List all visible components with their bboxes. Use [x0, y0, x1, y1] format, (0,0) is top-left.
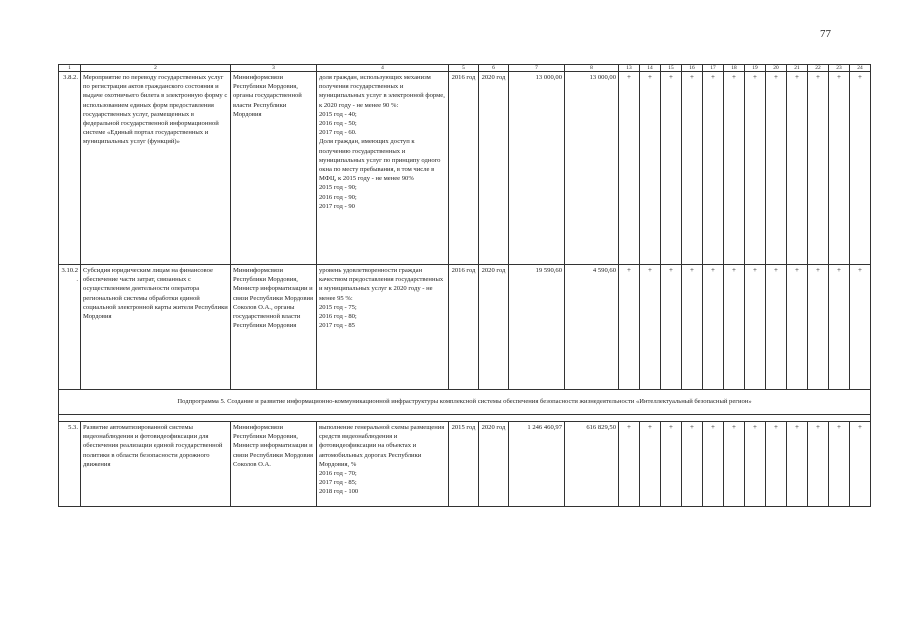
plus-mark: +	[640, 265, 661, 390]
plus-mark: +	[745, 265, 766, 390]
activity-name: Развитие автоматизированной системы видеонаблюдения и фотовидеофиксации для обеспечения реализации единой государственной политики в области безопасности дорожного движения	[81, 422, 231, 507]
indicator-line: уровень удовлетворенности граждан качеством предоставления государственных и муниципальных услуг к 2020 году - не менее 95 %:	[319, 267, 444, 302]
plus-mark: +	[682, 422, 703, 507]
page-number: 77	[820, 28, 831, 40]
plus-mark: +	[787, 265, 808, 390]
activity-name: Субсидия юридическим лицам на финансовое обеспечение части затрат, связанных с осуществлением деятельности оператора региональной системы обработки единой социальной электронной карты жителя Республики Мордовия	[81, 265, 231, 390]
indicator-line: 2015 год - 75;	[319, 303, 357, 311]
header-cell: 1	[59, 65, 81, 72]
plus-mark: +	[787, 422, 808, 507]
plus-mark: +	[850, 422, 871, 507]
indicator-line: Доля граждан, имеющих доступ к получению государственных и муниципальных услуг по принципу одного окна по месту пребывания, в том числе в МФЦ, к 2015 году - не менее 90%	[319, 138, 441, 183]
start-year: 2016 год	[449, 72, 479, 265]
plus-mark: +	[745, 72, 766, 265]
table-row	[59, 72, 871, 265]
plus-mark: +	[682, 265, 703, 390]
indicator-line: 2017 год - 85	[319, 322, 355, 330]
end-year: 2020 год	[479, 72, 509, 265]
plus-mark: +	[661, 72, 682, 265]
indicator-line: 2016 год - 70;	[319, 470, 357, 478]
header-cell: 5	[449, 65, 479, 72]
header-cell: 21	[787, 65, 808, 72]
header-row	[59, 65, 871, 72]
plus-mark: +	[829, 72, 850, 265]
indicator-line: выполнение генеральной схемы размещения средств видеонаблюдения и фотовидеофиксации на объектах и автомобильных дорогах Республики Мордовия, %	[319, 424, 445, 468]
plus-mark: +	[808, 265, 829, 390]
start-year: 2015 год	[449, 422, 479, 507]
indicator-line: 2017 год - 85;	[319, 479, 357, 487]
plus-mark: +	[766, 72, 787, 265]
spacer-cell	[59, 415, 871, 422]
table-row	[59, 265, 871, 390]
plus-mark: +	[850, 265, 871, 390]
plus-mark: +	[829, 422, 850, 507]
header-cell: 14	[640, 65, 661, 72]
plus-mark: +	[703, 265, 724, 390]
end-year: 2020 год	[479, 265, 509, 390]
plus-mark: +	[661, 422, 682, 507]
header-cell: 19	[745, 65, 766, 72]
program-table	[58, 64, 871, 507]
subprogram-title: Подпрограмма 5. Создание и развитие информационно-коммуникационной инфраструктуры комплексной системы обеспечения безопасности жизнедеятельности «Интеллектуальный безопасный регион»	[59, 390, 871, 415]
indicator	[317, 72, 449, 265]
budget-amount: 616 829,50	[565, 422, 619, 507]
plus-mark: +	[640, 422, 661, 507]
header-cell: 16	[682, 65, 703, 72]
plus-mark: +	[808, 72, 829, 265]
indicator-line: 2017 год - 90	[319, 202, 355, 210]
total-amount: 13 000,00	[509, 72, 565, 265]
plus-mark: +	[661, 265, 682, 390]
executor: Мининформсвязи Республики Мордовия, Министр информатизации и связи Республики Мордовия Соколов О.А.	[231, 422, 317, 507]
executor: Мининформсвязи Республики Мордовия, Министр информатизации и связи Республики Мордовия Соколов О.А., органы государственной власти Республики Мордовия	[231, 265, 317, 390]
start-year: 2016 год	[449, 265, 479, 390]
header-cell: 23	[829, 65, 850, 72]
plus-mark: +	[850, 72, 871, 265]
indicator-line: 2016 год - 80;	[319, 313, 357, 321]
total-amount: 19 590,60	[509, 265, 565, 390]
plus-mark: +	[745, 422, 766, 507]
plus-mark: +	[724, 422, 745, 507]
header-cell: 13	[619, 65, 640, 72]
indicator	[317, 265, 449, 390]
indicator-line: 2016 год - 50;	[319, 120, 357, 128]
spacer-row	[59, 415, 871, 422]
header-cell: 18	[724, 65, 745, 72]
row-number: 3.8.2.	[59, 72, 81, 265]
header-cell: 8	[565, 65, 619, 72]
header-cell: 22	[808, 65, 829, 72]
plus-mark: +	[703, 422, 724, 507]
header-cell: 2	[81, 65, 231, 72]
plus-mark: +	[640, 72, 661, 265]
total-amount: 1 246 460,97	[509, 422, 565, 507]
indicator-line: доля граждан, использующих механизм получения государственных и муниципальных услуг в электронной форме, к 2020 году - не менее 90 %:	[319, 74, 445, 109]
plus-mark: +	[724, 265, 745, 390]
executor: Мининформсвязи Республики Мордовия, органы государственной власти Республики Мордовия	[231, 72, 317, 265]
indicator-line: 2018 год - 100	[319, 488, 359, 496]
plus-mark: +	[724, 72, 745, 265]
activity-name: Мероприятие по переводу государственных услуг по регистрации актов гражданского состояния и выдаче охотничьего билета в электронную форму с использованием единых форм предоставления государственных услуг, размещенных в федеральной государственной информационной системе «Единый портал государственных и муниципальных услуг (функций)»	[81, 72, 231, 265]
header-cell: 4	[317, 65, 449, 72]
indicator-line: 2016 год - 90;	[319, 193, 357, 201]
header-cell: 3	[231, 65, 317, 72]
subprogram-row	[59, 390, 871, 415]
plus-mark: +	[703, 72, 724, 265]
budget-amount: 4 590,60	[565, 265, 619, 390]
end-year: 2020 год	[479, 422, 509, 507]
header-cell: 17	[703, 65, 724, 72]
header-cell: 6	[479, 65, 509, 72]
plus-mark: +	[682, 72, 703, 265]
plus-mark: +	[766, 422, 787, 507]
header-cell: 7	[509, 65, 565, 72]
row-number: 5.3.	[59, 422, 81, 507]
table-row	[59, 422, 871, 507]
header-cell: 24	[850, 65, 871, 72]
plus-mark: +	[619, 422, 640, 507]
plus-mark: +	[619, 265, 640, 390]
header-cell: 20	[766, 65, 787, 72]
plus-mark: +	[619, 72, 640, 265]
plus-mark: +	[766, 265, 787, 390]
plus-mark: +	[808, 422, 829, 507]
header-cell: 15	[661, 65, 682, 72]
plus-mark: +	[787, 72, 808, 265]
indicator-line: 2017 год - 60.	[319, 129, 357, 137]
budget-amount: 13 000,00	[565, 72, 619, 265]
plus-mark: +	[829, 265, 850, 390]
row-number: 3.10.2.	[59, 265, 81, 390]
indicator-line: 2015 год - 90;	[319, 184, 357, 192]
indicator	[317, 422, 449, 507]
indicator-line: 2015 год - 40;	[319, 110, 357, 118]
